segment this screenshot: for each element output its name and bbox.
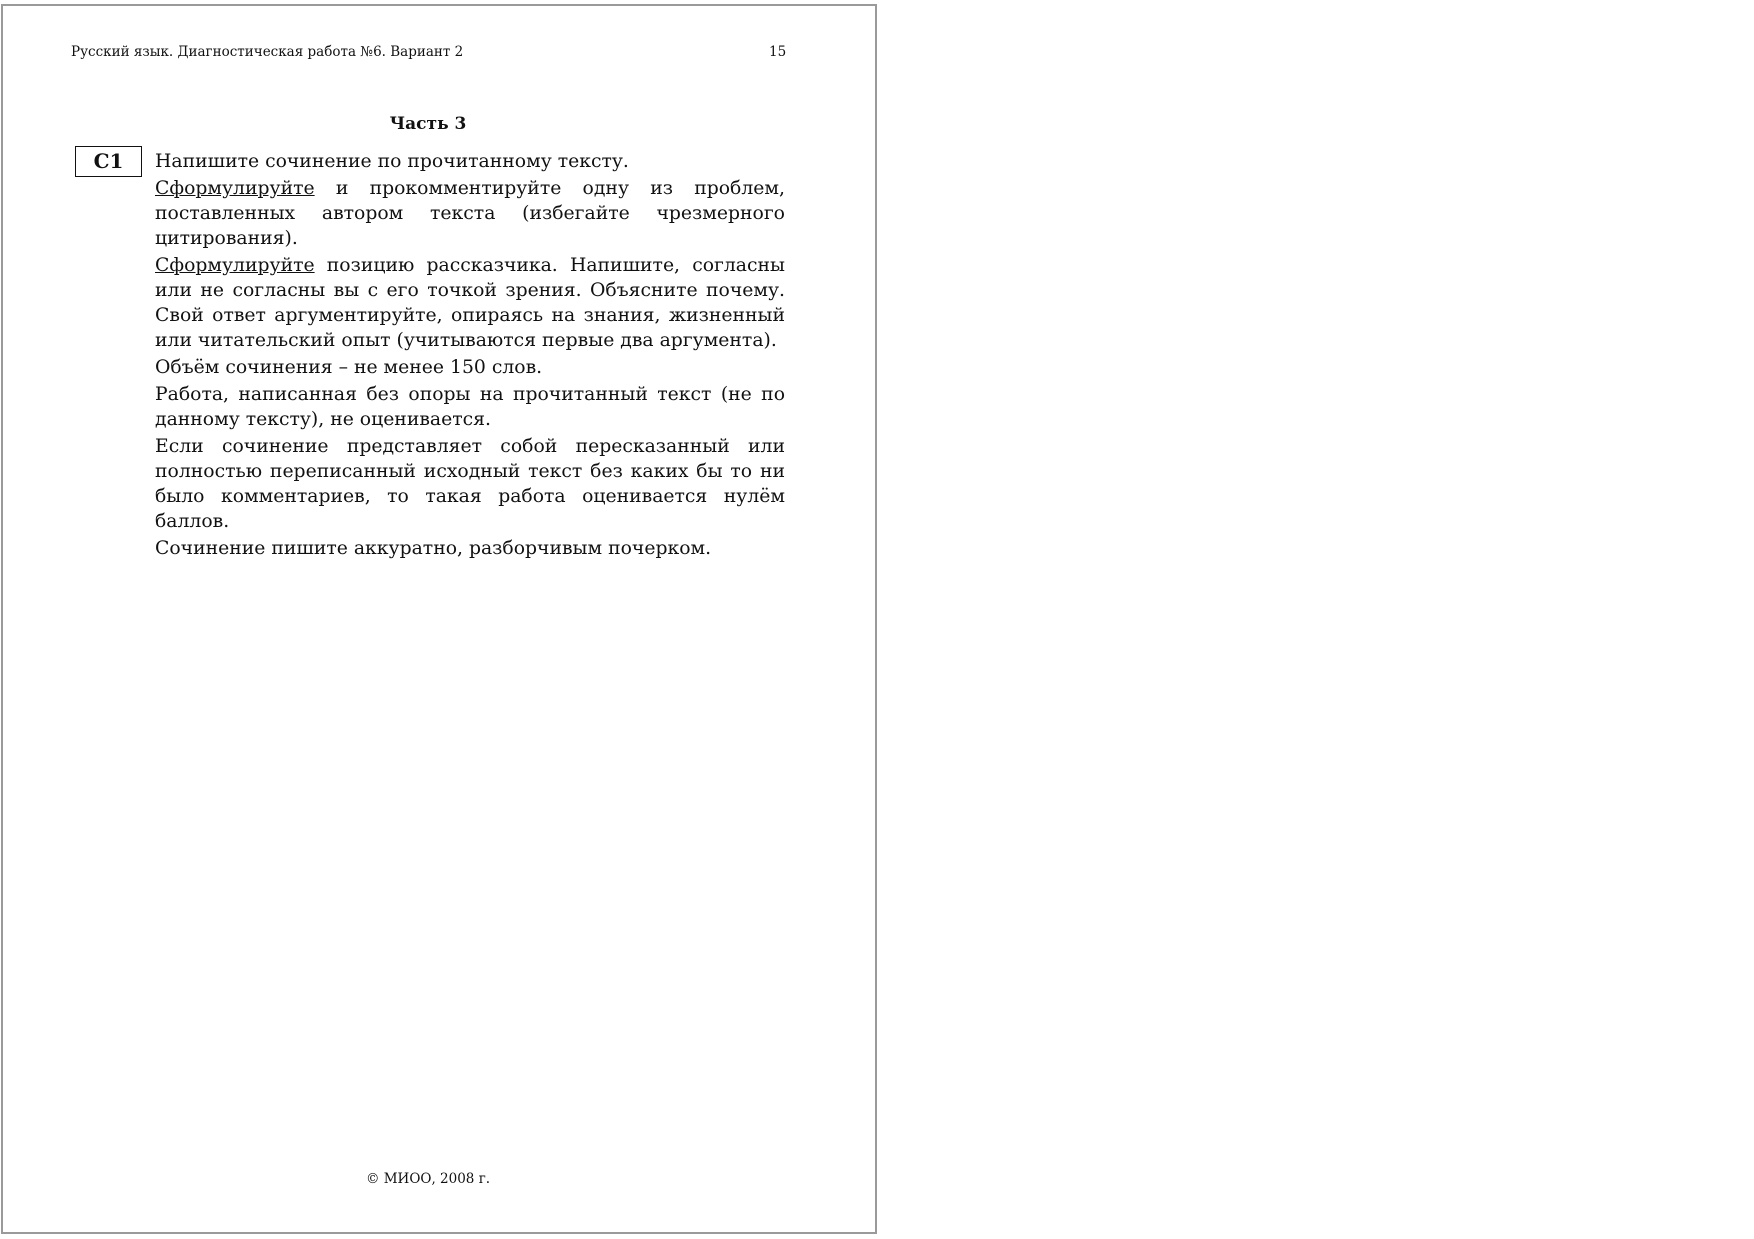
header-title: Русский язык. Диагностическая работа №6. Вариант 2 [71, 44, 464, 60]
task-paragraph-2-text: позицию рассказчика. Напишите, согласны или не согласны вы с его точкой зрения. Объясните почему. Свой ответ аргументируйте, опираясь на знания, жизненный или читательский опыт (учитываются первые два аргумента). [155, 255, 785, 351]
document-page [1, 4, 877, 1234]
task-paragraph-4: Работа, написанная без опоры на прочитанный текст (не по данному тексту), не оценивается. [155, 384, 785, 430]
task-paragraph-2 [155, 253, 785, 353]
task-paragraph-6: Сочинение пишите аккуратно, разборчивым почерком. [155, 538, 712, 559]
task-paragraph-2-keyword: Сформулируйте [155, 255, 315, 276]
page-number: 15 [769, 44, 787, 60]
task-paragraph-1-text: и прокомментируйте одну из проблем, поставленных автором текста (избегайте чрезмерного цитирования). [155, 178, 785, 249]
part-title: Часть 3 [389, 114, 467, 134]
task-paragraph-1 [155, 176, 785, 251]
task-body [155, 149, 785, 563]
task-paragraph-3: Объём сочинения – не менее 150 слов. [155, 357, 543, 378]
task-paragraph-1-keyword: Сформулируйте [155, 178, 315, 199]
footer-copyright: © МИОО, 2008 г. [365, 1171, 491, 1187]
task-intro: Напишите сочинение по прочитанному тексту. [155, 151, 629, 172]
task-label-box: С1 [75, 146, 142, 177]
task-paragraph-5: Если сочинение представляет собой пересказанный или полностью переписанный исходный текст без каких бы то ни было комментариев, то такая работа оценивается нулём баллов. [155, 436, 785, 532]
